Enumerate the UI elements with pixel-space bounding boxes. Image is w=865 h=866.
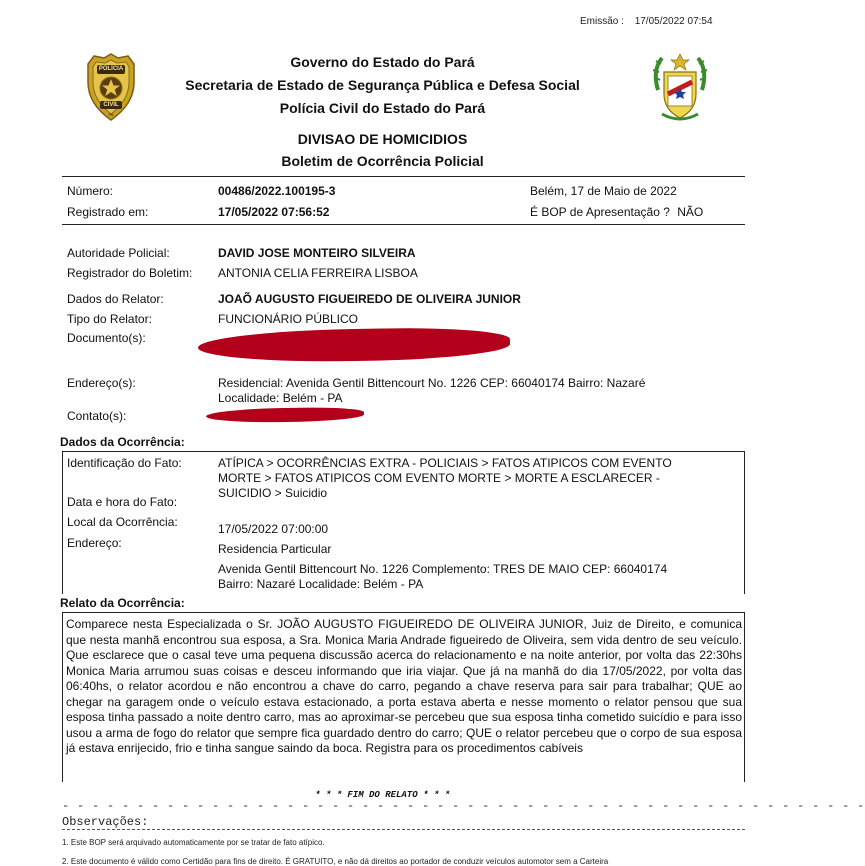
ocorrencia-rule-right bbox=[744, 451, 745, 594]
relato-rule-top bbox=[62, 612, 745, 613]
observacoes-label: Observações: bbox=[62, 815, 149, 829]
bop-apresentacao bbox=[530, 205, 703, 219]
tipo-relator-label: Tipo do Relator: bbox=[67, 312, 152, 326]
datahora-label: Data e hora do Fato: bbox=[67, 495, 178, 509]
note-2: 2. Este documento é válido como Certidão para fins de direito. É GRATUITO, e não dá direitos ao portador de conduzir veículos automotor sem a Carteira bbox=[62, 857, 609, 866]
endereco-relator-line2: Localidade: Belém - PA bbox=[218, 391, 343, 405]
autoridade-label: Autoridade Policial: bbox=[67, 246, 170, 260]
badge-top-text: POLÍCIA bbox=[98, 66, 124, 72]
relato-text: Comparece nesta Especializada o Sr. JOÃO AUGUSTO FIGUEIREDO DE OLIVEIRA JUNIOR, Juiz de Direito, e comunica que nesta manhã encontrou sua esposa, a Sra. Monica Maria Andrade figueiredo de Oliveira, sem vida dentro de seu veículo. Que esclarece que o casal teve uma pequena discussão acerca do relacionamento e na noite anterior, por volta das 22:30hs Monica Maria arrumou suas coisas e desceu informando que iria viajar. Que já na manhã do dia 17/05/2022, por volta das 06:40hs, o relator acordou e não encontrou a chave do carro, pegando a chave reserva para sair para trabalhar; QUE ao chegar na garagem onde o veículo estava estacionado, a porta estava aberta e nesse momento o relator pensou que sua esposa tinha passado a noite dentro carro, mas ao aproximar-se percebeu que sua esposa tinha cometido suicídio e para isso usou a arma de fogo do relator que sempre fica guardado dentro do carro; QUE o relator percebeu que o corpo de sua esposa já estava enrijecido, frio e tinha sangue saindo da boca. Registra para os procedimentos cabíveis bbox=[66, 617, 742, 755]
header-police: Polícia Civil do Estado do Pará bbox=[279, 100, 486, 116]
documento-label: Documento(s): bbox=[67, 331, 146, 345]
document-title: Boletim de Ocorrência Policial bbox=[281, 153, 484, 169]
numero-label: Número: bbox=[67, 184, 114, 198]
endereco-ocorrencia-label: Endereço: bbox=[67, 536, 122, 550]
bop-label: É BOP de Apresentação ? bbox=[530, 205, 670, 219]
fato-label: Identificação do Fato: bbox=[67, 456, 182, 470]
emission-label: Emissão : bbox=[580, 16, 624, 27]
datahora-value: 17/05/2022 07:00:00 bbox=[218, 522, 329, 536]
contato-label: Contato(s): bbox=[67, 409, 127, 423]
relato-rule-right bbox=[744, 612, 745, 782]
division-title: DIVISAO DE HOMICIDIOS bbox=[297, 131, 468, 147]
registrador-value: ANTONIA CELIA FERREIRA LISBOA bbox=[218, 266, 418, 280]
ocorrencia-rule-top bbox=[62, 451, 745, 452]
endereco-relator-label: Endereço(s): bbox=[67, 376, 136, 390]
note-1: 1. Este BOP será arquivado automaticamente por se tratar de fato atípico. bbox=[62, 838, 325, 847]
bop-value: NÃO bbox=[677, 205, 704, 219]
fato-line3: SUICIDIO > Suicidio bbox=[218, 486, 328, 500]
local-label: Local da Ocorrência: bbox=[67, 515, 178, 529]
ocorrencia-section-title: Dados da Ocorrência: bbox=[60, 435, 185, 449]
ocorrencia-rule-left bbox=[62, 451, 63, 594]
place-date: Belém, 17 de Maio de 2022 bbox=[530, 184, 677, 198]
endereco-ocorrencia-line2: Bairro: Nazaré Localidade: Belém - PA bbox=[218, 577, 424, 591]
local-value: Residencia Particular bbox=[218, 542, 332, 556]
numero-value: 00486/2022.100195-3 bbox=[218, 184, 336, 198]
registrado-label: Registrado em: bbox=[67, 205, 149, 219]
endereco-relator-line1: Residencial: Avenida Gentil Bittencourt No. 1226 CEP: 66040174 Bairro: Nazaré bbox=[218, 376, 646, 390]
documento-redaction bbox=[198, 326, 511, 363]
fato-line1: ATÍPICA > OCORRÊNCIAS EXTRA - POLICIAIS > FATOS ATIPICOS COM EVENTO bbox=[218, 456, 672, 470]
badge-bottom-text: CIVIL bbox=[103, 102, 119, 108]
contato-redaction bbox=[206, 407, 364, 424]
registro-rule bbox=[62, 224, 745, 225]
registrado-value: 17/05/2022 07:56:52 bbox=[218, 205, 330, 219]
emission-timestamp bbox=[580, 16, 713, 27]
tipo-relator-value: FUNCIONÁRIO PÚBLICO bbox=[218, 312, 359, 326]
autoridade-value: DAVID JOSE MONTEIRO SILVEIRA bbox=[218, 246, 416, 260]
badge-sub-text: PA bbox=[108, 112, 114, 117]
fato-line2: MORTE > FATOS ATIPICOS COM EVENTO MORTE > MORTE A ESCLARECER - bbox=[218, 471, 660, 485]
observacoes-rule bbox=[62, 829, 745, 830]
registrador-label: Registrador do Boletim: bbox=[67, 266, 193, 280]
relator-value: JOAÕ AUGUSTO FIGUEIREDO DE OLIVEIRA JUNIOR bbox=[218, 292, 521, 306]
relato-section-title: Relato da Ocorrência: bbox=[60, 596, 185, 610]
relato-rule-left bbox=[62, 612, 63, 782]
header-government: Governo do Estado do Pará bbox=[290, 54, 475, 70]
dashed-separator: - - - - - - - - - - - - - - - - - - - - - - - - - - - - - - - - - - - - - - - - - - - - - - - - - - - - - - bbox=[62, 799, 865, 813]
endereco-ocorrencia-line1: Avenida Gentil Bittencourt No. 1226 Complemento: TRES DE MAIO CEP: 66040174 bbox=[218, 562, 668, 576]
fim-do-relato: * * * FIM DO RELATO * * * bbox=[314, 790, 451, 800]
top-rule bbox=[62, 176, 745, 177]
header-secretariat: Secretaria de Estado de Segurança Pública e Defesa Social bbox=[185, 77, 580, 93]
emission-value: 17/05/2022 07:54 bbox=[634, 16, 713, 27]
relator-label: Dados do Relator: bbox=[67, 292, 164, 306]
